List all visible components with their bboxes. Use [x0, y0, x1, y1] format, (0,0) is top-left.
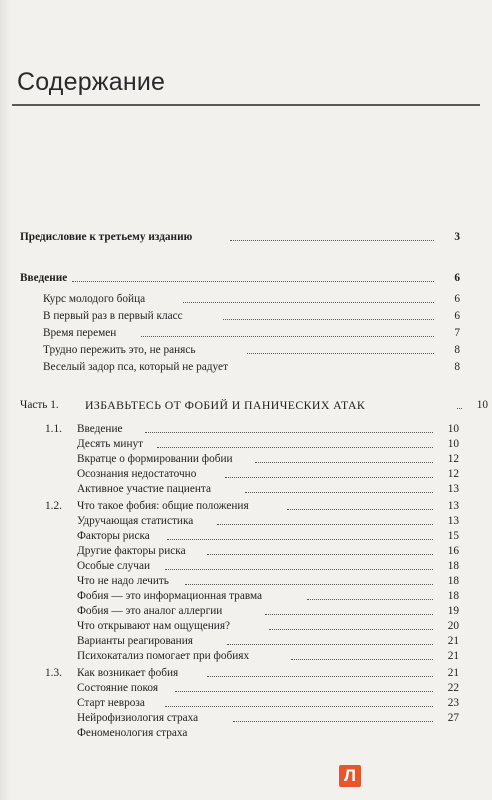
toc-leader [287, 509, 435, 510]
toc-row [77, 543, 459, 559]
toc-row-page: 18 [433, 558, 459, 574]
publisher-logo [339, 765, 361, 787]
toc-row [77, 421, 459, 437]
toc-row [77, 695, 459, 711]
toc-row-label: Старт невроза [77, 695, 148, 711]
toc-row [77, 603, 459, 619]
toc-leader [145, 432, 435, 433]
toc-row-label: Особые случаи [77, 558, 153, 574]
toc-leader [165, 706, 435, 707]
toc-row-label: Введение [77, 421, 126, 437]
toc-row-label: Трудно пережить это, не ранясь [43, 342, 199, 358]
toc-row-label: Введение [20, 270, 70, 286]
toc-row-label: Фобия — это информационная травма [77, 588, 265, 604]
toc-row-page: 22 [433, 680, 459, 696]
toc-row-label: Что такое фобия: общие положения [77, 498, 252, 514]
toc-row [77, 481, 459, 497]
toc-leader [233, 721, 435, 722]
toc-row-page: 18 [433, 588, 459, 604]
toc-row [20, 229, 458, 245]
toc-row [77, 665, 459, 681]
toc-row-label: Состояние покоя [77, 680, 161, 696]
toc-row-label: Осознания недостаточно [77, 466, 199, 482]
toc-part-row [20, 397, 486, 413]
toc-leader [225, 477, 435, 478]
toc-leader [245, 492, 435, 493]
toc-leader [207, 676, 435, 677]
toc-row [77, 451, 459, 467]
toc-row-label: Другие факторы риска [77, 543, 189, 559]
toc-part-title: ИЗБАВЬТЕСЬ ОТ ФОБИЙ И ПАНИЧЕСКИХ АТАК [85, 397, 368, 413]
toc-row [77, 648, 459, 664]
title-rule [12, 104, 480, 106]
toc-row [77, 513, 459, 529]
toc-leader [265, 614, 435, 615]
toc-row-page: 6 [434, 308, 460, 324]
toc-row [77, 466, 459, 482]
toc-row [77, 618, 459, 634]
toc-row-label: Курс молодого бойца [43, 291, 148, 307]
toc-row-page: 7 [434, 325, 460, 341]
toc-row-page: 6 [434, 291, 460, 307]
toc-row-label: Психокатализ помогает при фобиях [77, 648, 252, 664]
toc-row-label: Десять минут [77, 436, 146, 452]
toc-leader [207, 554, 435, 555]
toc-leader [141, 336, 442, 337]
toc-row-label: Время перемен [43, 325, 119, 341]
toc-leader [157, 447, 435, 448]
toc-row-label: Удручающая статистика [77, 513, 196, 529]
toc-row-page: 16 [433, 543, 459, 559]
toc-row-page: 15 [433, 528, 459, 544]
toc-row [77, 710, 459, 726]
toc-row [43, 359, 458, 375]
toc-row-page: 12 [433, 451, 459, 467]
toc-row-label: Что открывают нам ощущения? [77, 618, 233, 634]
toc-row-label: В первый раз в первый класс [43, 308, 186, 324]
toc-leader [227, 644, 435, 645]
toc-row [77, 558, 459, 574]
toc-row-label: Варианты реагирования [77, 633, 196, 649]
toc-row [43, 291, 458, 307]
toc-row-label: Что не надо лечить [77, 573, 172, 589]
toc-row [77, 633, 459, 649]
toc-row-page: 18 [433, 573, 459, 589]
toc-leader [175, 691, 435, 692]
toc-row-page: 8 [434, 359, 460, 375]
page-edge-shadow [0, 0, 10, 800]
toc-row [20, 270, 458, 286]
toc-leader [165, 569, 435, 570]
toc-row-page: 20 [433, 618, 459, 634]
toc-row [77, 436, 459, 452]
toc-row [77, 588, 459, 604]
toc-leader [247, 353, 442, 354]
toc-row-label: Как возникает фобия [77, 665, 181, 681]
section-number: 1.1. [45, 423, 62, 435]
toc-leader [269, 629, 435, 630]
toc-leader [307, 599, 435, 600]
toc-leader [230, 240, 442, 241]
toc-row [43, 325, 458, 341]
toc-leader [291, 659, 435, 660]
toc-row-page: 13 [433, 513, 459, 529]
toc-row-page: 6 [434, 270, 460, 286]
toc-row-page: 12 [433, 466, 459, 482]
toc-row-label: Вкратце о формировании фобии [77, 451, 236, 467]
toc-leader [217, 524, 435, 525]
toc-leader [183, 302, 442, 303]
section-number: 1.2. [45, 500, 62, 512]
toc-row [77, 680, 459, 696]
toc-part-prefix: Часть 1. [20, 397, 62, 413]
publisher-logo-letter: Л [344, 766, 356, 785]
toc-row [77, 573, 459, 589]
toc-row-label: Нейрофизиология страха [77, 710, 201, 726]
toc-row [77, 725, 459, 741]
toc-row-page: 27 [433, 710, 459, 726]
toc-row-page: 21 [433, 648, 459, 664]
toc-leader [223, 319, 442, 320]
toc-row-label: Феноменология страха [77, 725, 190, 741]
section-number: 1.3. [45, 667, 62, 679]
toc-row-page: 10 [433, 421, 459, 437]
page-title: Содержание [17, 68, 166, 96]
toc-row-label: Фобия — это аналог аллергии [77, 603, 225, 619]
toc-row-page: 3 [434, 229, 460, 245]
toc-row-page: 23 [433, 695, 459, 711]
toc-row [43, 308, 458, 324]
toc-row-label: Активное участие пациента [77, 481, 214, 497]
toc-leader [255, 462, 435, 463]
toc-row [77, 528, 459, 544]
toc-row-page: 8 [434, 342, 460, 358]
toc-row-page: 21 [433, 665, 459, 681]
toc-row-page: 10 [433, 436, 459, 452]
toc-row-page: 21 [433, 633, 459, 649]
toc-row-label: Факторы риска [77, 528, 153, 544]
toc-row-label: Предисловие к третьему изданию [20, 229, 195, 245]
toc-leader [72, 281, 442, 282]
toc-leader [185, 584, 435, 585]
toc-row-page: 13 [433, 498, 459, 514]
toc-row-page: 13 [433, 481, 459, 497]
toc-row [77, 498, 459, 514]
toc-leader [167, 539, 435, 540]
toc-row-page: 19 [433, 603, 459, 619]
toc-row [43, 342, 458, 358]
toc-row-label: Веселый задор пса, который не радует [43, 359, 231, 375]
toc-row-page: 10 [462, 397, 488, 413]
